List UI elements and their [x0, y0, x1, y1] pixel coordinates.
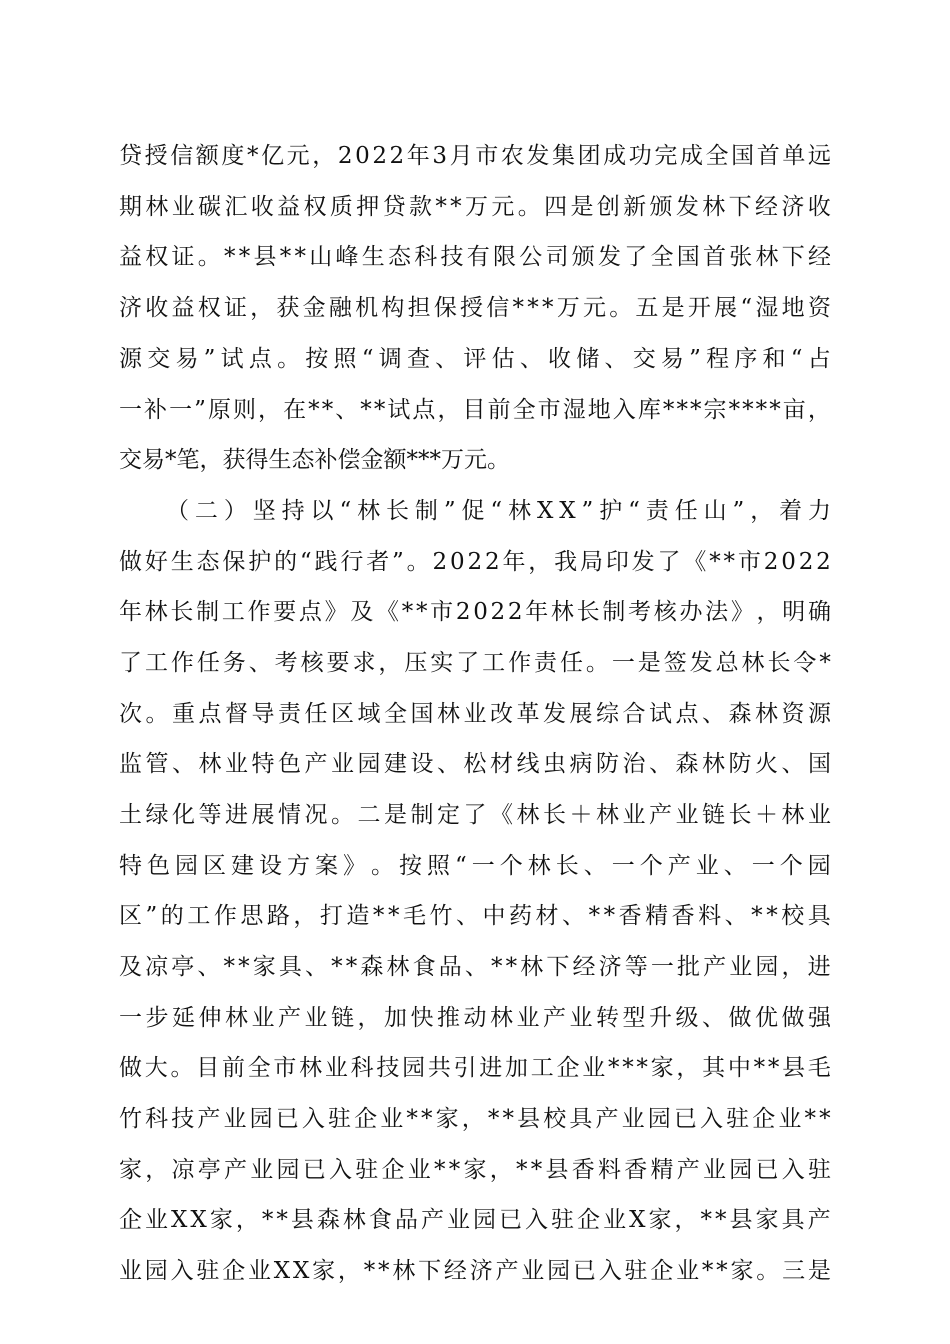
- text-line: 家 ， 凉 亭 产 业 园 已 入 驻 企 业 * * 家 ， * * 县 香 料 香 精 产 业 园 已 入 驻: [119, 1157, 831, 1183]
- text-line: 次 。 重 点 督 导 责 任 区 域 全 国 林 业 改 革 发 展 综 合 试 点 、 森 林 资 源: [119, 701, 831, 727]
- text-line: 贷 授 信 额 度 * 亿 元 ， 2 0 2 2 年 3 月 市 农 发 集 团 成 功 完 成 全 国 首 单 远: [119, 143, 831, 169]
- text-line: 及 凉 亭 、 * * 家 具 、 * * 森 林 食 品 、 * * 林 下 经 济 等 一 批 产 业 园 ， 进: [119, 954, 831, 980]
- text-line: 竹 科 技 产 业 园 已 入 驻 企 业 * * 家 ， * * 县 校 具 产 业 园 已 入 驻 企 业 * *: [119, 1106, 831, 1132]
- text-line: 特 色 园 区 建 设 方 案 》 。 按 照 “ 一 个 林 长 、 一 个 产 业 、 一 个 园: [119, 853, 831, 879]
- text-line: 一 步 延 伸 林 业 产 业 链 ， 加 快 推 动 林 业 产 业 转 型 升 级 、 做 优 做 强: [119, 1005, 831, 1031]
- text-line: 一 补 一 ” 原 则 ， 在 * * 、 * * 试 点 ， 目 前 全 市 湿 地 入 库 * * * 宗 * * * * 亩 ，: [119, 397, 831, 423]
- text-line: 业 园 入 驻 企 业 X X 家 ， * * 林 下 经 济 产 业 园 已 入 驻 企 业 * * 家 。 三 是: [119, 1258, 831, 1284]
- text-line: 济 收 益 权 证 ， 获 金 融 机 构 担 保 授 信 * * * 万 元 。 五 是 开 展 “ 湿 地 资: [119, 295, 831, 321]
- text-line: 企 业 X X 家 ， * * 县 森 林 食 品 产 业 园 已 入 驻 企 业 X 家 ， * * 县 家 具 产: [119, 1207, 831, 1233]
- text-line: 期 林 业 碳 汇 收 益 权 质 押 贷 款 * * 万 元 。 四 是 创 新 颁 发 林 下 经 济 收: [119, 194, 831, 220]
- section-heading-line: （ 二 ） 坚 持 以 “ 林 长 制 ” 促 “ 林 X X ” 护 “ 责 任 山 ” ， 着 力: [166, 498, 831, 524]
- text-line: 做 大 。 目 前 全 市 林 业 科 技 园 共 引 进 加 工 企 业 * * * 家 ， 其 中 * * 县 毛: [119, 1055, 831, 1081]
- text-line: 土 绿 化 等 进 展 情 况 。 二 是 制 定 了 《 林 长 ＋ 林 业 产 业 链 长 ＋ 林 业: [119, 802, 831, 828]
- text-line: 了 工 作 任 务 、 考 核 要 求 ， 压 实 了 工 作 责 任 。 一 是 签 发 总 林 长 令 *: [119, 650, 831, 676]
- text-line: 监 管 、 林 业 特 色 产 业 园 建 设 、 松 材 线 虫 病 防 治 、 森 林 防 火 、 国: [119, 751, 831, 777]
- text-line: 益 权 证 。 * * 县 * * 山 峰 生 态 科 技 有 限 公 司 颁 发 了 全 国 首 张 林 下 经: [119, 244, 831, 270]
- text-line: 年 林 长 制 工 作 要 点 》 及 《 * * 市 2 0 2 2 年 林 长 制 考 核 办 法 》 ， 明 确: [119, 599, 831, 625]
- text-line: 区 ” 的 工 作 思 路 ， 打 造 * * 毛 竹 、 中 药 材 、 * * 香 精 香 料 、 * * 校 具: [119, 903, 831, 929]
- text-line: 交易*笔，获得生态补偿金额***万元。: [119, 447, 510, 473]
- text-line: 源 交 易 ” 试 点 。 按 照 “ 调 查 、 评 估 、 收 储 、 交 易 ” 程 序 和 “ 占: [119, 346, 831, 372]
- text-line: 做 好 生 态 保 护 的 “ 践 行 者 ” 。 2 0 2 2 年 ， 我 局 印 发 了 《 * * 市 2 0 2 2: [119, 549, 831, 575]
